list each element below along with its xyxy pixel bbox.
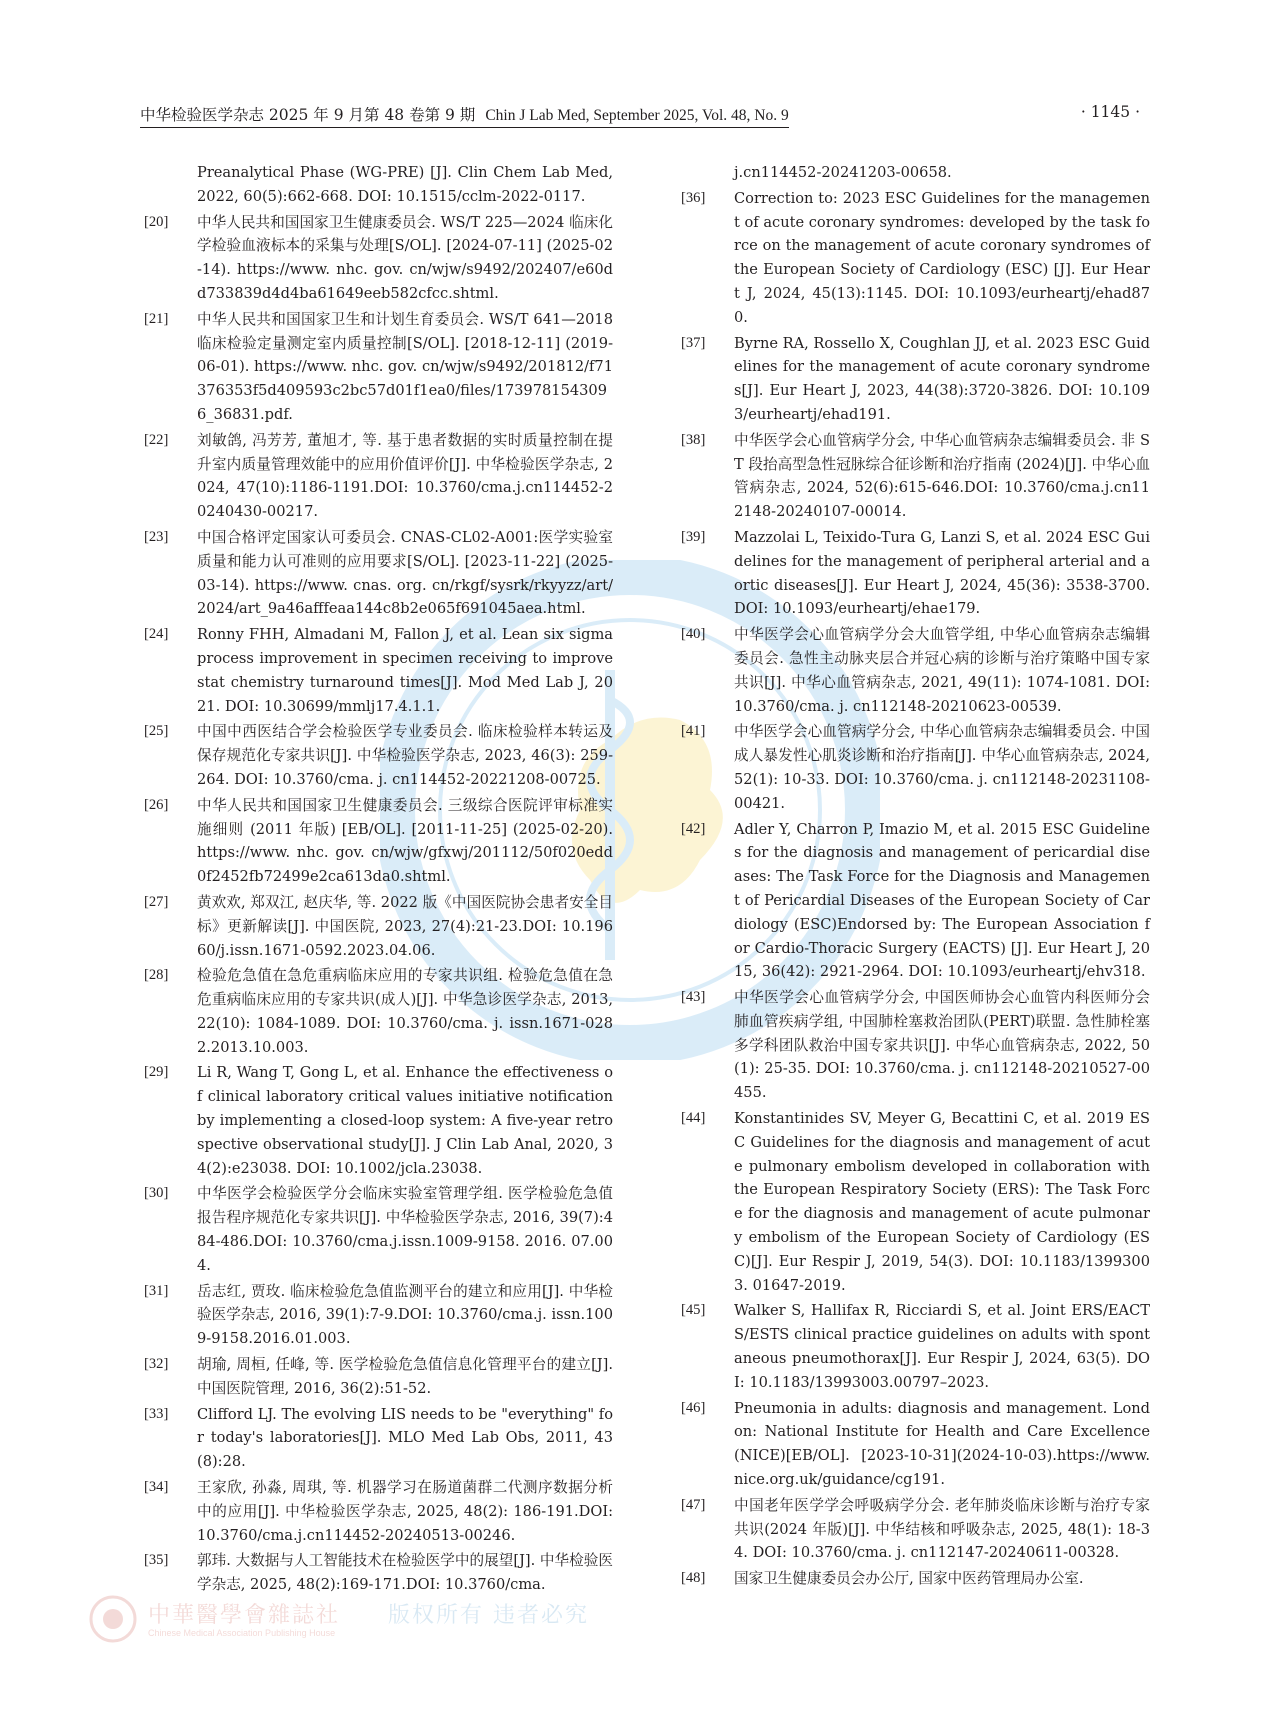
reference-text: Clifford LJ. The evolving LIS needs to be "everything" for today's laboratories[J]. MLO Med Lab Obs, 2011, 43(8):28. bbox=[197, 1405, 613, 1471]
reference-text: Preanalytical Phase (WG-PRE) [J]. Clin Chem Lab Med, 2022, 60(5):662-668. DOI: 10.1515/cclm-2022-0117. bbox=[197, 164, 613, 205]
reference-text: 检验危急值在急危重病临床应用的专家共识组. 检验危急值在急危重病临床应用的专家共识(成人)[J]. 中华急诊医学杂志, 2013, 22(10): 1084-1089. DOI: 10.3760/cma. j. issn.1671-0282.2013.10.003. bbox=[197, 967, 613, 1056]
reference-text: 王家欣, 孙淼, 周琪, 等. 机器学习在肠道菌群二代测序数据分析中的应用[J]. 中华检验医学杂志, 2025, 48(2): 186-191.DOI: 10.3760/cma.j.cn114452-20240513-00246. bbox=[197, 1479, 613, 1544]
reference-entry bbox=[677, 187, 1150, 330]
reference-number: [44] bbox=[681, 1110, 706, 1127]
reference-number: [45] bbox=[681, 1302, 706, 1319]
publisher-name-en: Chinese Medical Association Publishing House bbox=[148, 1628, 336, 1638]
reference-text: 岳志红, 贾玫. 临床检验危急值监测平台的建立和应用[J]. 中华检验医学杂志, 2016, 39(1):7-9.DOI: 10.3760/cma.j. issn.1009-9158.2016.01.003. bbox=[197, 1282, 613, 1348]
reference-text: Mazzolai L, Teixido-Tura G, Lanzi S, et al. 2024 ESC Guidelines for the management of peripheral arterial and aortic diseases[J]. Eur Heart J, 2024, 45(36): 3538-3700. DOI: 10.1093/eurheartj/ehae179. bbox=[734, 528, 1150, 618]
reference-number: [42] bbox=[681, 820, 706, 837]
reference-number: [21] bbox=[144, 310, 169, 327]
reference-entry bbox=[677, 818, 1150, 985]
reference-entry bbox=[140, 720, 613, 791]
reference-text: Pneumonia in adults: diagnosis and management. London: National Institute for Health and Care Excellence (NICE)[EB/OL]. [2023-10-31](2024-10-03).https://www. nice.org.uk/guidance/cg191. bbox=[734, 1399, 1150, 1489]
reference-text: 中国老年医学学会呼吸病学分会. 老年肺炎临床诊断与治疗专家共识(2024 年版)[J]. 中华结核和呼吸杂志, 2025, 48(1): 18-34. DOI: 10.3760/cma. j. cn112147-20240611-00328. bbox=[734, 1496, 1150, 1562]
reference-number: [23] bbox=[144, 528, 169, 545]
reference-entry bbox=[140, 1403, 613, 1474]
reference-number: [36] bbox=[681, 189, 706, 206]
reference-entry bbox=[140, 891, 613, 962]
reference-entry bbox=[140, 1182, 613, 1277]
reference-entry bbox=[140, 429, 613, 524]
reference-text: Adler Y, Charron P, Imazio M, et al. 2015 ESC Guidelines for the diagnosis and management of pericardial diseases: The Task Force for the Diagnosis and Management of Pericardial Diseases of the European Society of Cardiology (ESC)Endorsed by: The European Association for Cardio-Thoracic Surgery (EACTS) [J]. Eur Heart J, 2015, 36(42): 2921-2964. DOI: 10.1093/eurheartj/ehv318. bbox=[734, 820, 1150, 981]
reference-text: 中华医学会检验医学分会临床实验室管理学组. 医学检验危急值报告程序规范化专家共识[J]. 中华检验医学杂志, 2016, 39(7):484-486.DOI: 10.3760/cma.j.issn.1009-9158. 2016. 07.004. bbox=[197, 1185, 613, 1274]
reference-entry bbox=[677, 986, 1150, 1105]
reference-number: [35] bbox=[144, 1552, 169, 1569]
reference-number: [28] bbox=[144, 967, 169, 984]
reference-entry bbox=[140, 526, 613, 621]
reference-entry bbox=[140, 1061, 613, 1180]
reference-number: [22] bbox=[144, 431, 169, 448]
reference-text: Li R, Wang T, Gong L, et al. Enhance the effectiveness of clinical laboratory critical values initiative notification by implementing a closed-loop system: A five-year retrospective observational study[J]. J Clin Lab Anal, 2020, 34(2):e23038. DOI: 10.1002/jcla.23038. bbox=[197, 1064, 613, 1177]
reference-number: [31] bbox=[144, 1282, 169, 1299]
reference-number: [20] bbox=[144, 213, 169, 230]
reference-entry bbox=[677, 1397, 1150, 1492]
reference-text: 中华医学会心血管病学分会, 中国医师协会心血管内科医师分会肺血管疾病学组, 中国肺栓塞救治团队(PERT)联盟. 急性肺栓塞多学科团队救治中国专家共识[J]. 中华心血管病杂志, 2022, 50(1): 25-35. DOI: 10.3760/cma. j. cn112148-20210527-00455. bbox=[734, 989, 1150, 1102]
publisher-logo-icon bbox=[88, 1594, 138, 1644]
publisher-name-cn: 中華醫學會雜誌社 bbox=[148, 1603, 341, 1628]
reference-number: [38] bbox=[681, 431, 706, 448]
reference-number: [37] bbox=[681, 334, 706, 351]
reference-entry bbox=[677, 720, 1150, 815]
reference-entry bbox=[677, 332, 1150, 427]
reference-number: [46] bbox=[681, 1399, 706, 1416]
reference-entry bbox=[140, 964, 613, 1059]
reference-text: Ronny FHH, Almadani M, Fallon J, et al. Lean six sigma process improvement in specimen receiving to improve stat chemistry turnaround times[J]. Mod Med Lab J, 2021. DOI: 10.30699/mmlj17.4.1.1. bbox=[197, 626, 613, 715]
reference-entry bbox=[677, 1567, 1150, 1591]
reference-text: 中华人民共和国国家卫生健康委员会. 三级综合医院评审标准实施细则 (2011 年版) [EB/OL]. [2011-11-25] (2025-02-20). https://www. nhc. gov. cn/wjw/gfxwj/201112/50f020edd0f2452fb72499e2ca613da0.shtml. bbox=[197, 796, 613, 886]
reference-text: j.cn114452-20241203-00658. bbox=[734, 164, 952, 181]
reference-entry bbox=[677, 1299, 1150, 1394]
reference-entry bbox=[140, 308, 613, 427]
journal-name-en: Chin J Lab Med, September 2025, Vol. 48, No. 9 bbox=[485, 107, 789, 124]
reference-text: 刘敏鸽, 冯芳芳, 董旭才, 等. 基于患者数据的实时质量控制在提升室内质量管理效能中的应用价值评价[J]. 中华检验医学杂志, 2024, 47(10):1186-1191.DOI: 10.3760/cma.j.cn114452-20240430-00217. bbox=[197, 431, 613, 521]
reference-entry bbox=[140, 623, 613, 718]
copyright-stamp: 版权所有 违者必究 bbox=[388, 1603, 589, 1628]
reference-number: [39] bbox=[681, 528, 706, 545]
reference-entry bbox=[677, 1494, 1150, 1565]
reference-text: Walker S, Hallifax R, Ricciardi S, et al. Joint ERS/EACTS/ESTS clinical practice guidelines on adults with spontaneous pneumothorax[J]. Eur Respir J, 2024, 63(5). DOI: 10.1183/13993003.00797–2023. bbox=[734, 1302, 1150, 1391]
reference-entry bbox=[677, 526, 1150, 621]
references-left-column bbox=[140, 161, 613, 1599]
reference-entry bbox=[677, 1107, 1150, 1297]
page-number: · 1145 · bbox=[1080, 103, 1140, 121]
reference-number: [26] bbox=[144, 796, 169, 813]
reference-text: Correction to: 2023 ESC Guidelines for the management of acute coronary syndromes: developed by the task force on the management of acute coronary syndromes of the European Society of Cardiology (ESC) [J]. Eur Heart J, 2024, 45(13):1145. DOI: 10.1093/eurheartj/ehad870. bbox=[734, 189, 1150, 326]
reference-number: [32] bbox=[144, 1356, 169, 1373]
reference-number: [30] bbox=[144, 1185, 169, 1202]
reference-text: Byrne RA, Rossello X, Coughlan JJ, et al. 2023 ESC Guidelines for the management of acute coronary syndromes[J]. Eur Heart J, 2023, 44(38):3720-3826. DOI: 10.1093/eurheartj/ehad191. bbox=[734, 334, 1150, 423]
reference-number: [40] bbox=[681, 626, 706, 643]
reference-text: 中华医学会心血管病学分会大血管学组, 中华心血管病杂志编辑委员会. 急性主动脉夹层合并冠心病的诊断与治疗策略中国专家共识[J]. 中华心血管病杂志, 2021, 49(11): 1074-1081. DOI: 10.3760/cma. j. cn112148-20210623-00539. bbox=[734, 626, 1150, 715]
reference-text: 中国中西医结合学会检验医学专业委员会. 临床检验样本转运及保存规范化专家共识[J]. 中华检验医学杂志, 2023, 46(3): 259-264. DOI: 10.3760/cma. j. cn114452-20221208-00725. bbox=[197, 723, 613, 788]
reference-text: 中华人民共和国国家卫生和计划生育委员会. WS/T 641—2018 临床检验定量测定室内质量控制[S/OL]. [2018-12-11] (2019-06-01). https://www. nhc. gov. cn/wjw/s9492/201812/f71376353f5d409593c2bc57d01f1ea0/files/1739781543096_36831.pdf. bbox=[197, 310, 613, 423]
references-right-column bbox=[677, 161, 1150, 1593]
reference-number: [27] bbox=[144, 893, 169, 910]
reference-text: 国家卫生健康委员会办公厅, 国家中医药管理局办公室. bbox=[734, 1570, 1084, 1588]
reference-entry bbox=[140, 161, 613, 209]
reference-entry bbox=[140, 1353, 613, 1401]
reference-text: 中华医学会心血管病学分会, 中华心血管病杂志编辑委员会. 非 ST 段抬高型急性冠脉综合征诊断和治疗指南 (2024)[J]. 中华心血管病杂志, 2024, 52(6):615-646.DOI: 10.3760/cma.j.cn112148-20240107-00014. bbox=[734, 431, 1150, 521]
reference-number: [47] bbox=[681, 1496, 706, 1513]
reference-entry bbox=[140, 794, 613, 889]
reference-number: [43] bbox=[681, 989, 706, 1006]
reference-text: 中华医学会心血管病学分会, 中华心血管病杂志编辑委员会. 中国成人暴发性心肌炎诊断和治疗指南[J]. 中华心血管病杂志, 2024, 52(1): 10-33. DOI: 10.3760/cma. j. cn112148-20231108-00421. bbox=[734, 723, 1150, 812]
journal-name-cn: 中华检验医学杂志 2025 年 9 月第 48 卷第 9 期 bbox=[140, 106, 476, 124]
reference-entry bbox=[140, 211, 613, 306]
reference-text: 中国合格评定国家认可委员会. CNAS-CL02-A001:医学实验室质量和能力认可准则的应用要求[S/OL]. [2023-11-22] (2025-03-14). https://www. cnas. org. cn/rkgf/sysrk/rkyyzz/art/2024/art_9a46afffeaa144c8b2e065f691045aea.html. bbox=[197, 528, 613, 618]
reference-number: [48] bbox=[681, 1570, 706, 1587]
reference-entry bbox=[677, 161, 1150, 185]
reference-number: [29] bbox=[144, 1064, 169, 1081]
reference-number: [41] bbox=[681, 723, 706, 740]
reference-number: [24] bbox=[144, 626, 169, 643]
journal-citation bbox=[140, 103, 789, 128]
running-header bbox=[140, 103, 1140, 127]
reference-number: [25] bbox=[144, 723, 169, 740]
reference-text: Konstantinides SV, Meyer G, Becattini C, et al. 2019 ESC Guidelines for the diagnosis and management of acute pulmonary embolism developed in collaboration with the European Respiratory Society (ERS): The Task Force for the diagnosis and management of acute pulmonary embolism of the European Society of Cardiology (ESC)[J]. Eur Respir J, 2019, 54(3). DOI: 10.1183/13993003. 01647-2019. bbox=[734, 1110, 1150, 1294]
reference-number: [33] bbox=[144, 1405, 169, 1422]
reference-entry bbox=[140, 1280, 613, 1351]
reference-text: 中华人民共和国国家卫生健康委员会. WS/T 225—2024 临床化学检验血液标本的采集与处理[S/OL]. [2024-07-11] (2025-02-14). https://www. nhc. gov. cn/wjw/s9492/202407/e60dd733839d4d4ba61649eeb582cfcc.shtml. bbox=[197, 213, 613, 302]
reference-entry bbox=[677, 623, 1150, 718]
reference-text: 黄欢欢, 郑双江, 赵庆华, 等. 2022 版《中国医院协会患者安全目标》更新解读[J]. 中国医院, 2023, 27(4):21-23.DOI: 10.19660/j.issn.1671-0592.2023.04.06. bbox=[197, 893, 613, 959]
reference-text: 郭玮. 大数据与人工智能技术在检验医学中的展望[J]. 中华检验医学杂志, 2025, 48(2):169-171.DOI: 10.3760/cma. bbox=[197, 1552, 613, 1594]
reference-entry bbox=[140, 1476, 613, 1547]
reference-entry bbox=[677, 429, 1150, 524]
publisher-watermark bbox=[88, 1590, 588, 1650]
reference-text: 胡瑜, 周桓, 任峰, 等. 医学检验危急值信息化管理平台的建立[J]. 中国医院管理, 2016, 36(2):51-52. bbox=[197, 1356, 613, 1397]
reference-number: [34] bbox=[144, 1479, 169, 1496]
